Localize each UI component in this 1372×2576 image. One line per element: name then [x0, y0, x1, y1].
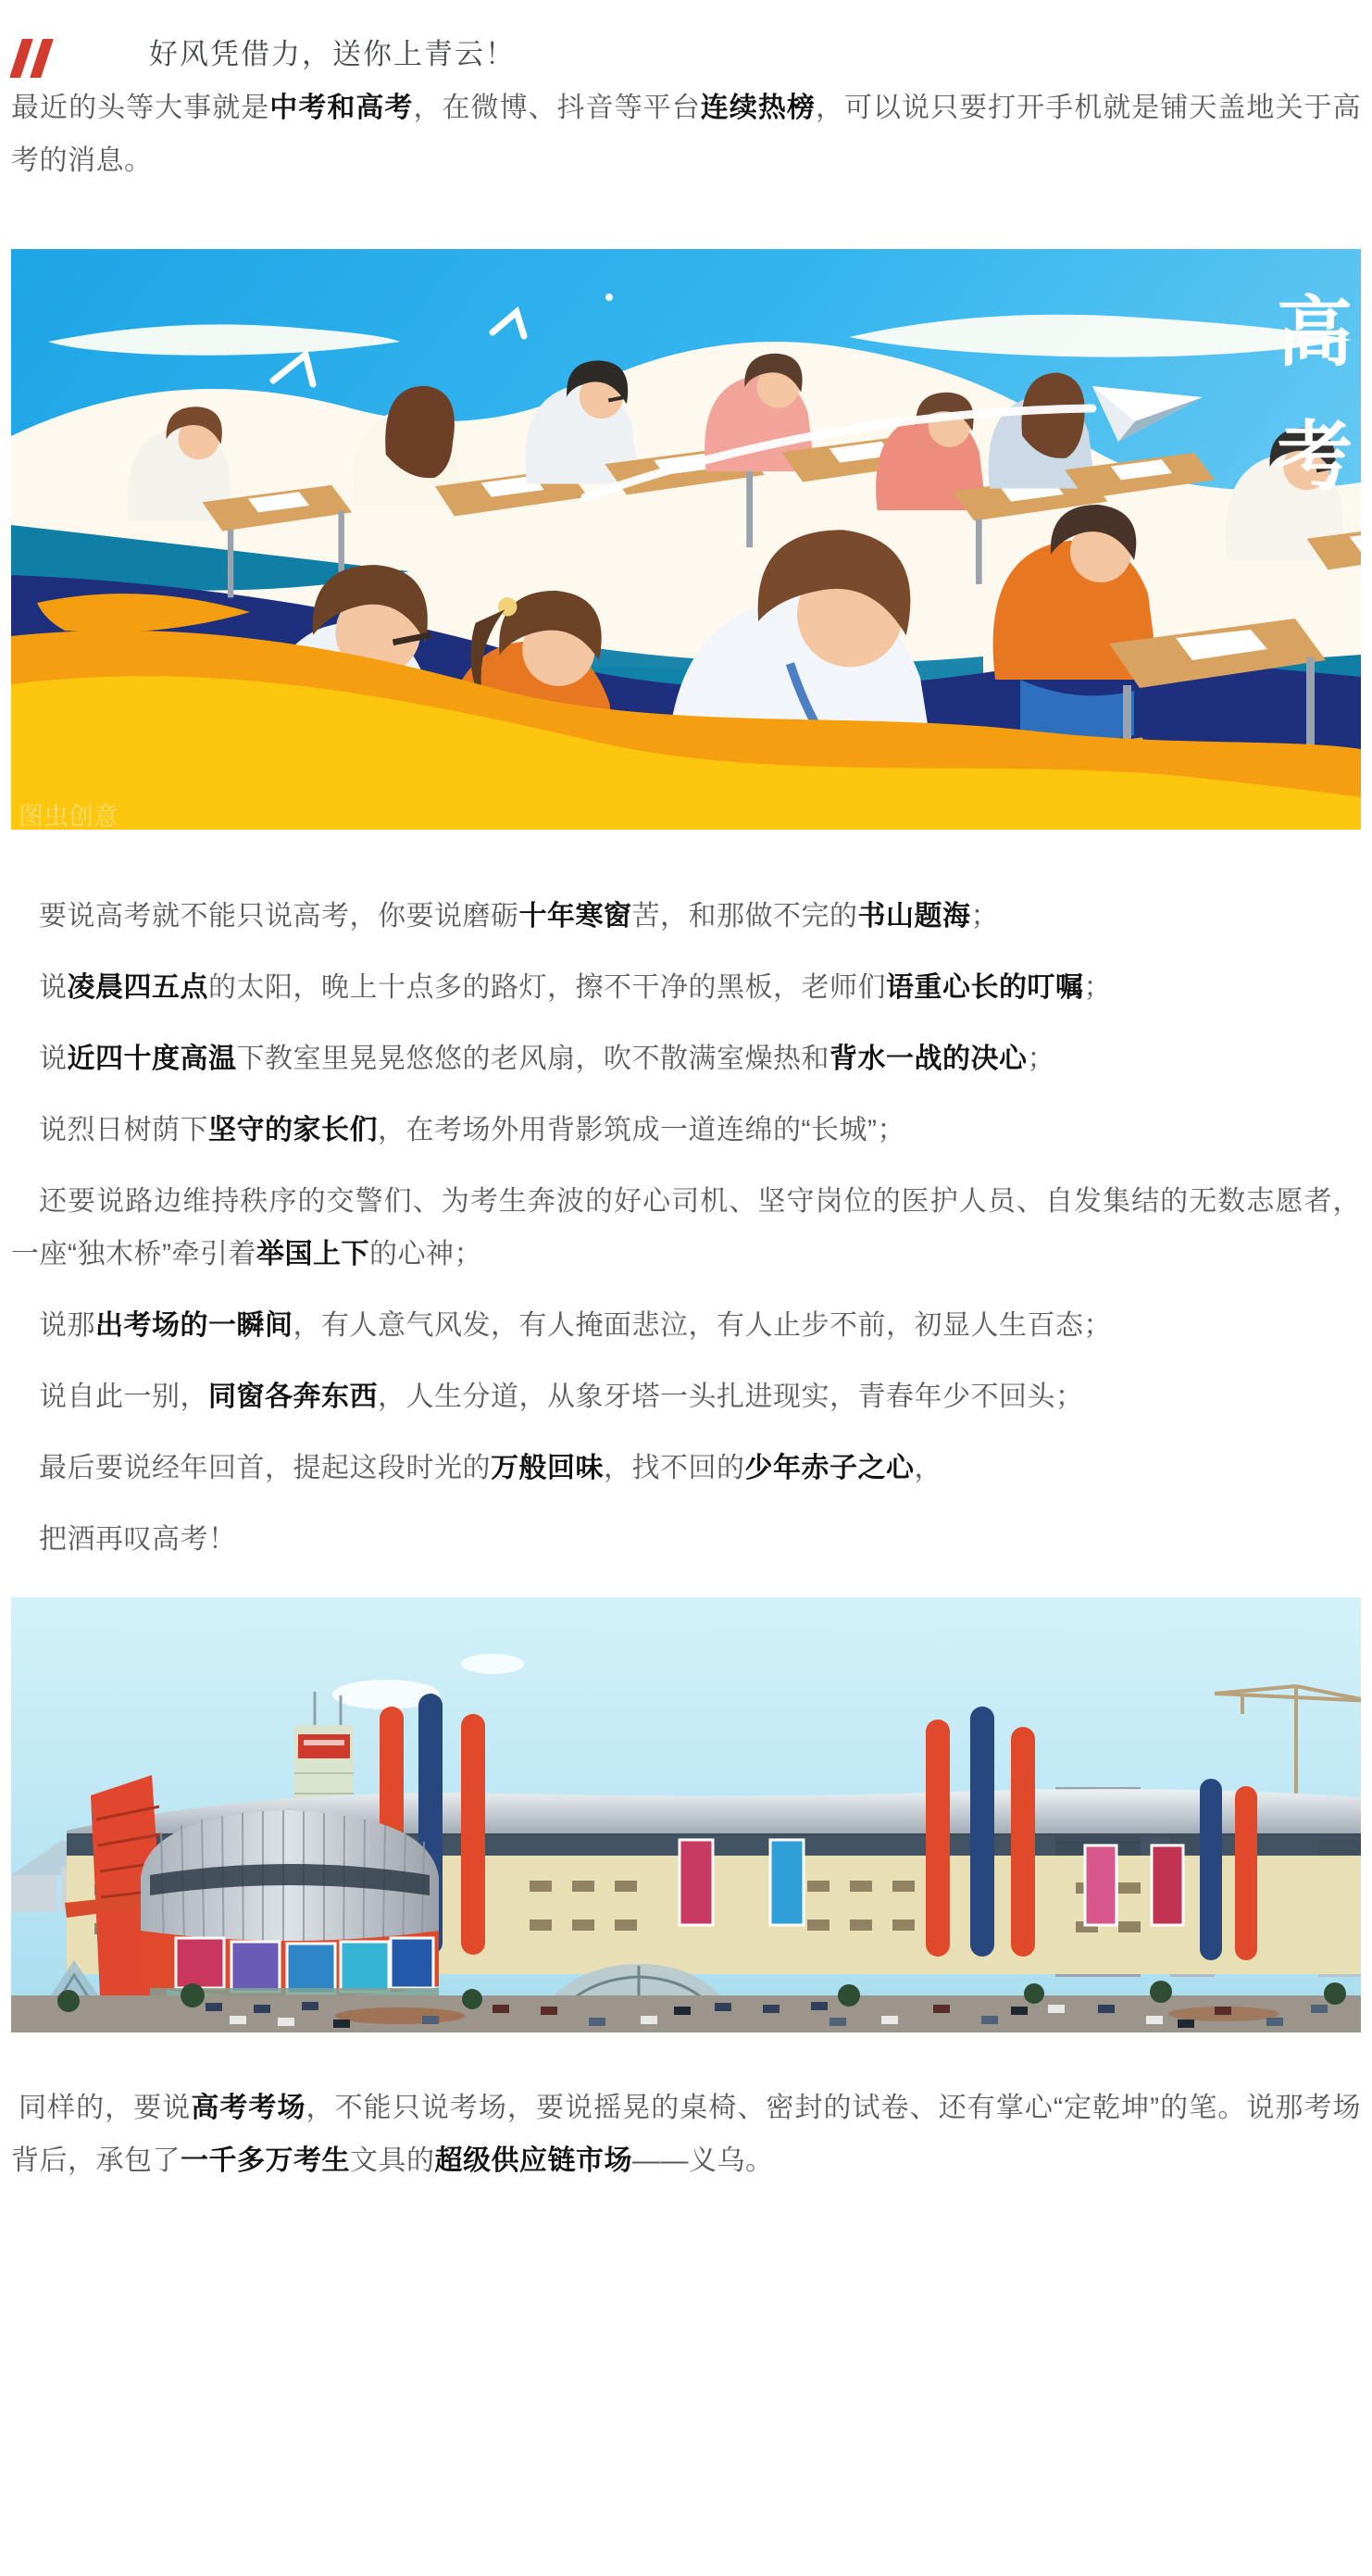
paragraph-2: 要说高考就不能只说高考，你要说磨砺十年寒窗苦，和那做不完的书山题海；: [39, 901, 999, 932]
paragraph-1: 最近的头等大事就是中考和高考，在微博、抖音等平台连续热榜，可以说只要打开手机就是铺天盖地关于高考的消息。: [11, 93, 1362, 176]
paragraph-10: 把酒再叹高考！: [39, 1524, 237, 1555]
paragraph-7: 说那出考场的一瞬间，有人意气风发，有人掩面悲泣，有人止步不前，初显人生百态；: [39, 1310, 1112, 1341]
paragraph-9: 最后要说经年回首，提起这段时光的万般回味，找不回的少年赤子之心，: [39, 1453, 942, 1483]
paragraph-6: 还要说路边维持秩序的交警们、为考生奔波的好心司机、坚守岗位的医护人员、自发集结的无数志愿者，一座“独木桥”牵引着举国上下的心神；: [11, 1186, 1361, 1269]
article-page: [0, 33, 1372, 2257]
yiwu-market-photo[interactable]: [11, 1597, 1361, 2032]
paragraph-8: 说自此一别，同窗各奔东西，人生分道，从象牙塔一头扎进现实，青春年少不回头；: [39, 1382, 1084, 1412]
watermark-text: 图虫创意: [19, 803, 118, 830]
paragraph-3: 说凌晨四五点的太阳，晚上十点多的路灯，擦不干净的黑板，老师们语重心长的叮嘱；: [39, 972, 1112, 1003]
gaokao-illustration[interactable]: [11, 249, 1361, 830]
paragraph-11: 同样的，要说高考考场，不能只说考场，要说摇晃的桌椅、密封的试卷、还有掌心“定乾坤”的笔。说那考场背后，承包了一千多万考生文具的超级供应链市场——义乌。: [11, 2093, 1362, 2176]
svg-text:考: 考: [1276, 415, 1353, 499]
quote-slashes-icon: [16, 39, 56, 78]
quote-title: 好风凭借力，送你上青云！: [149, 38, 516, 70]
svg-text:高: 高: [1276, 291, 1353, 375]
bird-dot: [605, 294, 613, 301]
paragraph-5: 说烈日树荫下坚守的家长们，在考场外用背影筑成一道连绵的“长城”；: [39, 1115, 905, 1145]
quote-header: [16, 33, 1361, 81]
paragraph-4: 说近四十度高温下教室里晃晃悠悠的老风扇，吹不散满室燥热和背水一战的决心；: [39, 1044, 1055, 1074]
